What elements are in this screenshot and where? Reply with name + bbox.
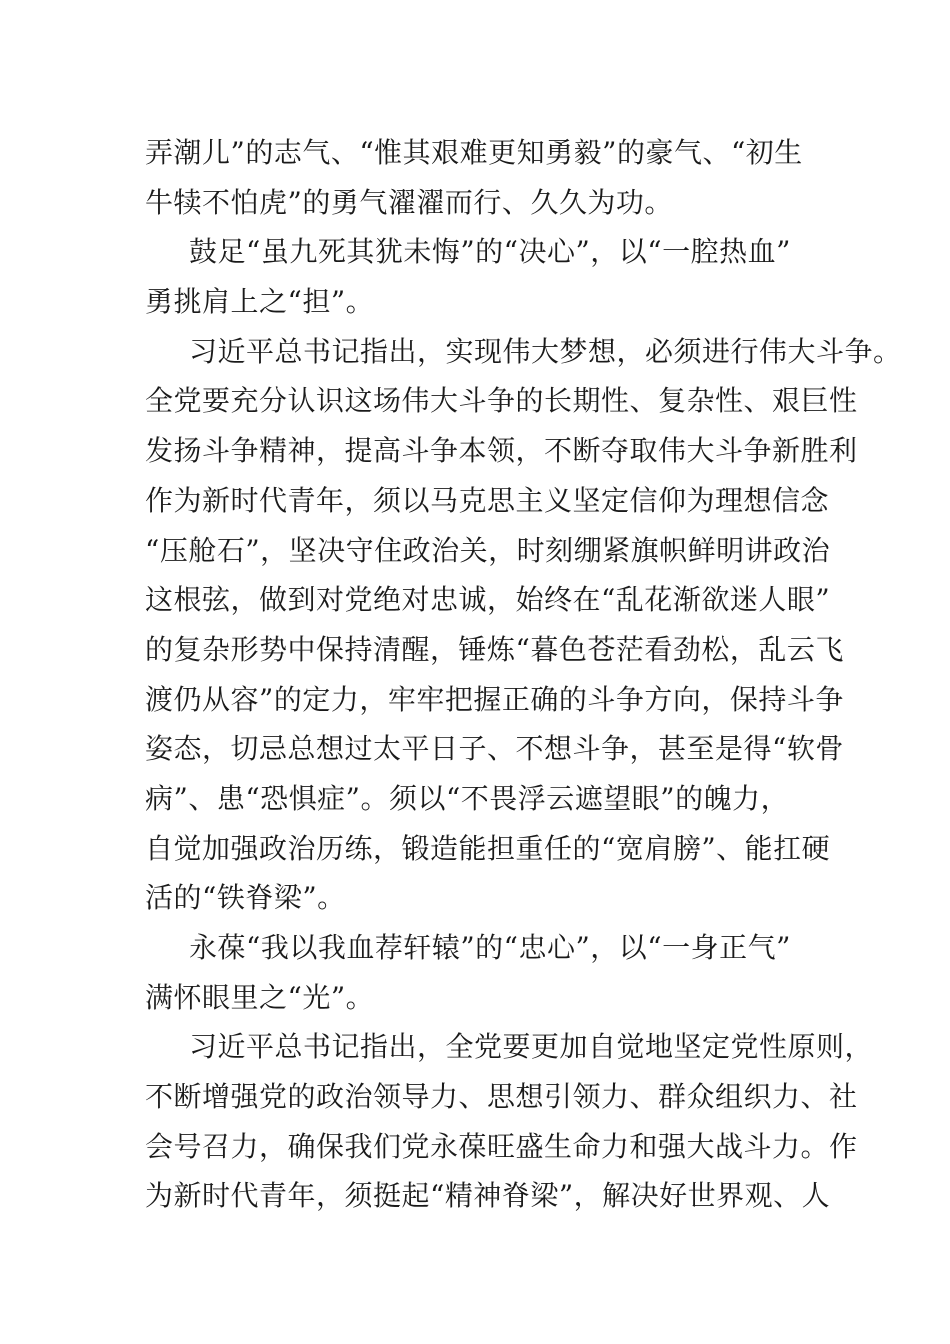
text-line: 会号召力，确保我们党永葆旺盛生命力和强大战斗力。作 bbox=[145, 1129, 858, 1163]
text-line: 弄潮儿”的志气、“惟其艰难更知勇毅”的豪气、“初生 bbox=[145, 136, 803, 169]
text-line: 姿态，切忌总想过太平日子、不想斗争，甚至是得“软骨 bbox=[145, 732, 844, 766]
document-body bbox=[145, 128, 902, 1221]
text-line: 自觉加强政治历练，锻造能担重任的“宽肩膀”、能扛硬 bbox=[145, 831, 831, 865]
text-line: 发扬斗争精神，提高斗争本领，不断夺取伟大斗争新胜利 bbox=[145, 434, 858, 468]
text-line: 的复杂形势中保持清醒，锤炼“暮色苍茫看劲松，乱云飞 bbox=[145, 632, 844, 666]
text-line: 为新时代青年，须挺起“精神脊梁”，解决好世界观、人 bbox=[145, 1179, 831, 1213]
paragraph-first-line: 习近平总书记指出，实现伟大梦想，必须进行伟大斗争。 bbox=[189, 334, 902, 368]
text-line: 牛犊不怕虎”的勇气濯濯而行、久久为功。 bbox=[145, 185, 673, 219]
text-line: 这根弦，做到对党绝对忠诚，始终在“乱花渐欲迷人眼” bbox=[145, 583, 831, 617]
text-line: 渡仍从容”的定力，牢牢把握正确的斗争方向，保持斗争 bbox=[145, 682, 844, 716]
text-line: 全党要充分认识这场伟大斗争的长期性、复杂性、艰巨性 bbox=[145, 384, 858, 418]
paragraph-first-line: 习近平总书记指出，全党要更加自觉地坚定党性原则， bbox=[189, 1030, 874, 1064]
text-line: “压舱石”，坚决守住政治关，时刻绷紧旗帜鲜明讲政治 bbox=[145, 533, 831, 567]
text-line: 不断增强党的政治领导力、思想引领力、群众组织力、社 bbox=[145, 1080, 858, 1114]
text-line: 勇挑肩上之“担”。 bbox=[145, 285, 375, 319]
text-line: 满怀眼里之“光”。 bbox=[145, 980, 375, 1014]
text-line: 活的“铁脊梁”。 bbox=[145, 881, 346, 915]
text-line: 病”、患“恐惧症”。须以“不畏浮云遮望眼”的魄力， bbox=[145, 781, 790, 815]
paragraph-first-line: 鼓足“虽九死其犹未悔”的“决心”，以“一腔热血” bbox=[189, 235, 791, 269]
text-line: 作为新时代青年，须以马克思主义坚定信仰为理想信念 bbox=[145, 483, 830, 517]
paragraph-first-line: 永葆“我以我血荐轩辕”的“忠心”，以“一身正气” bbox=[189, 931, 791, 964]
